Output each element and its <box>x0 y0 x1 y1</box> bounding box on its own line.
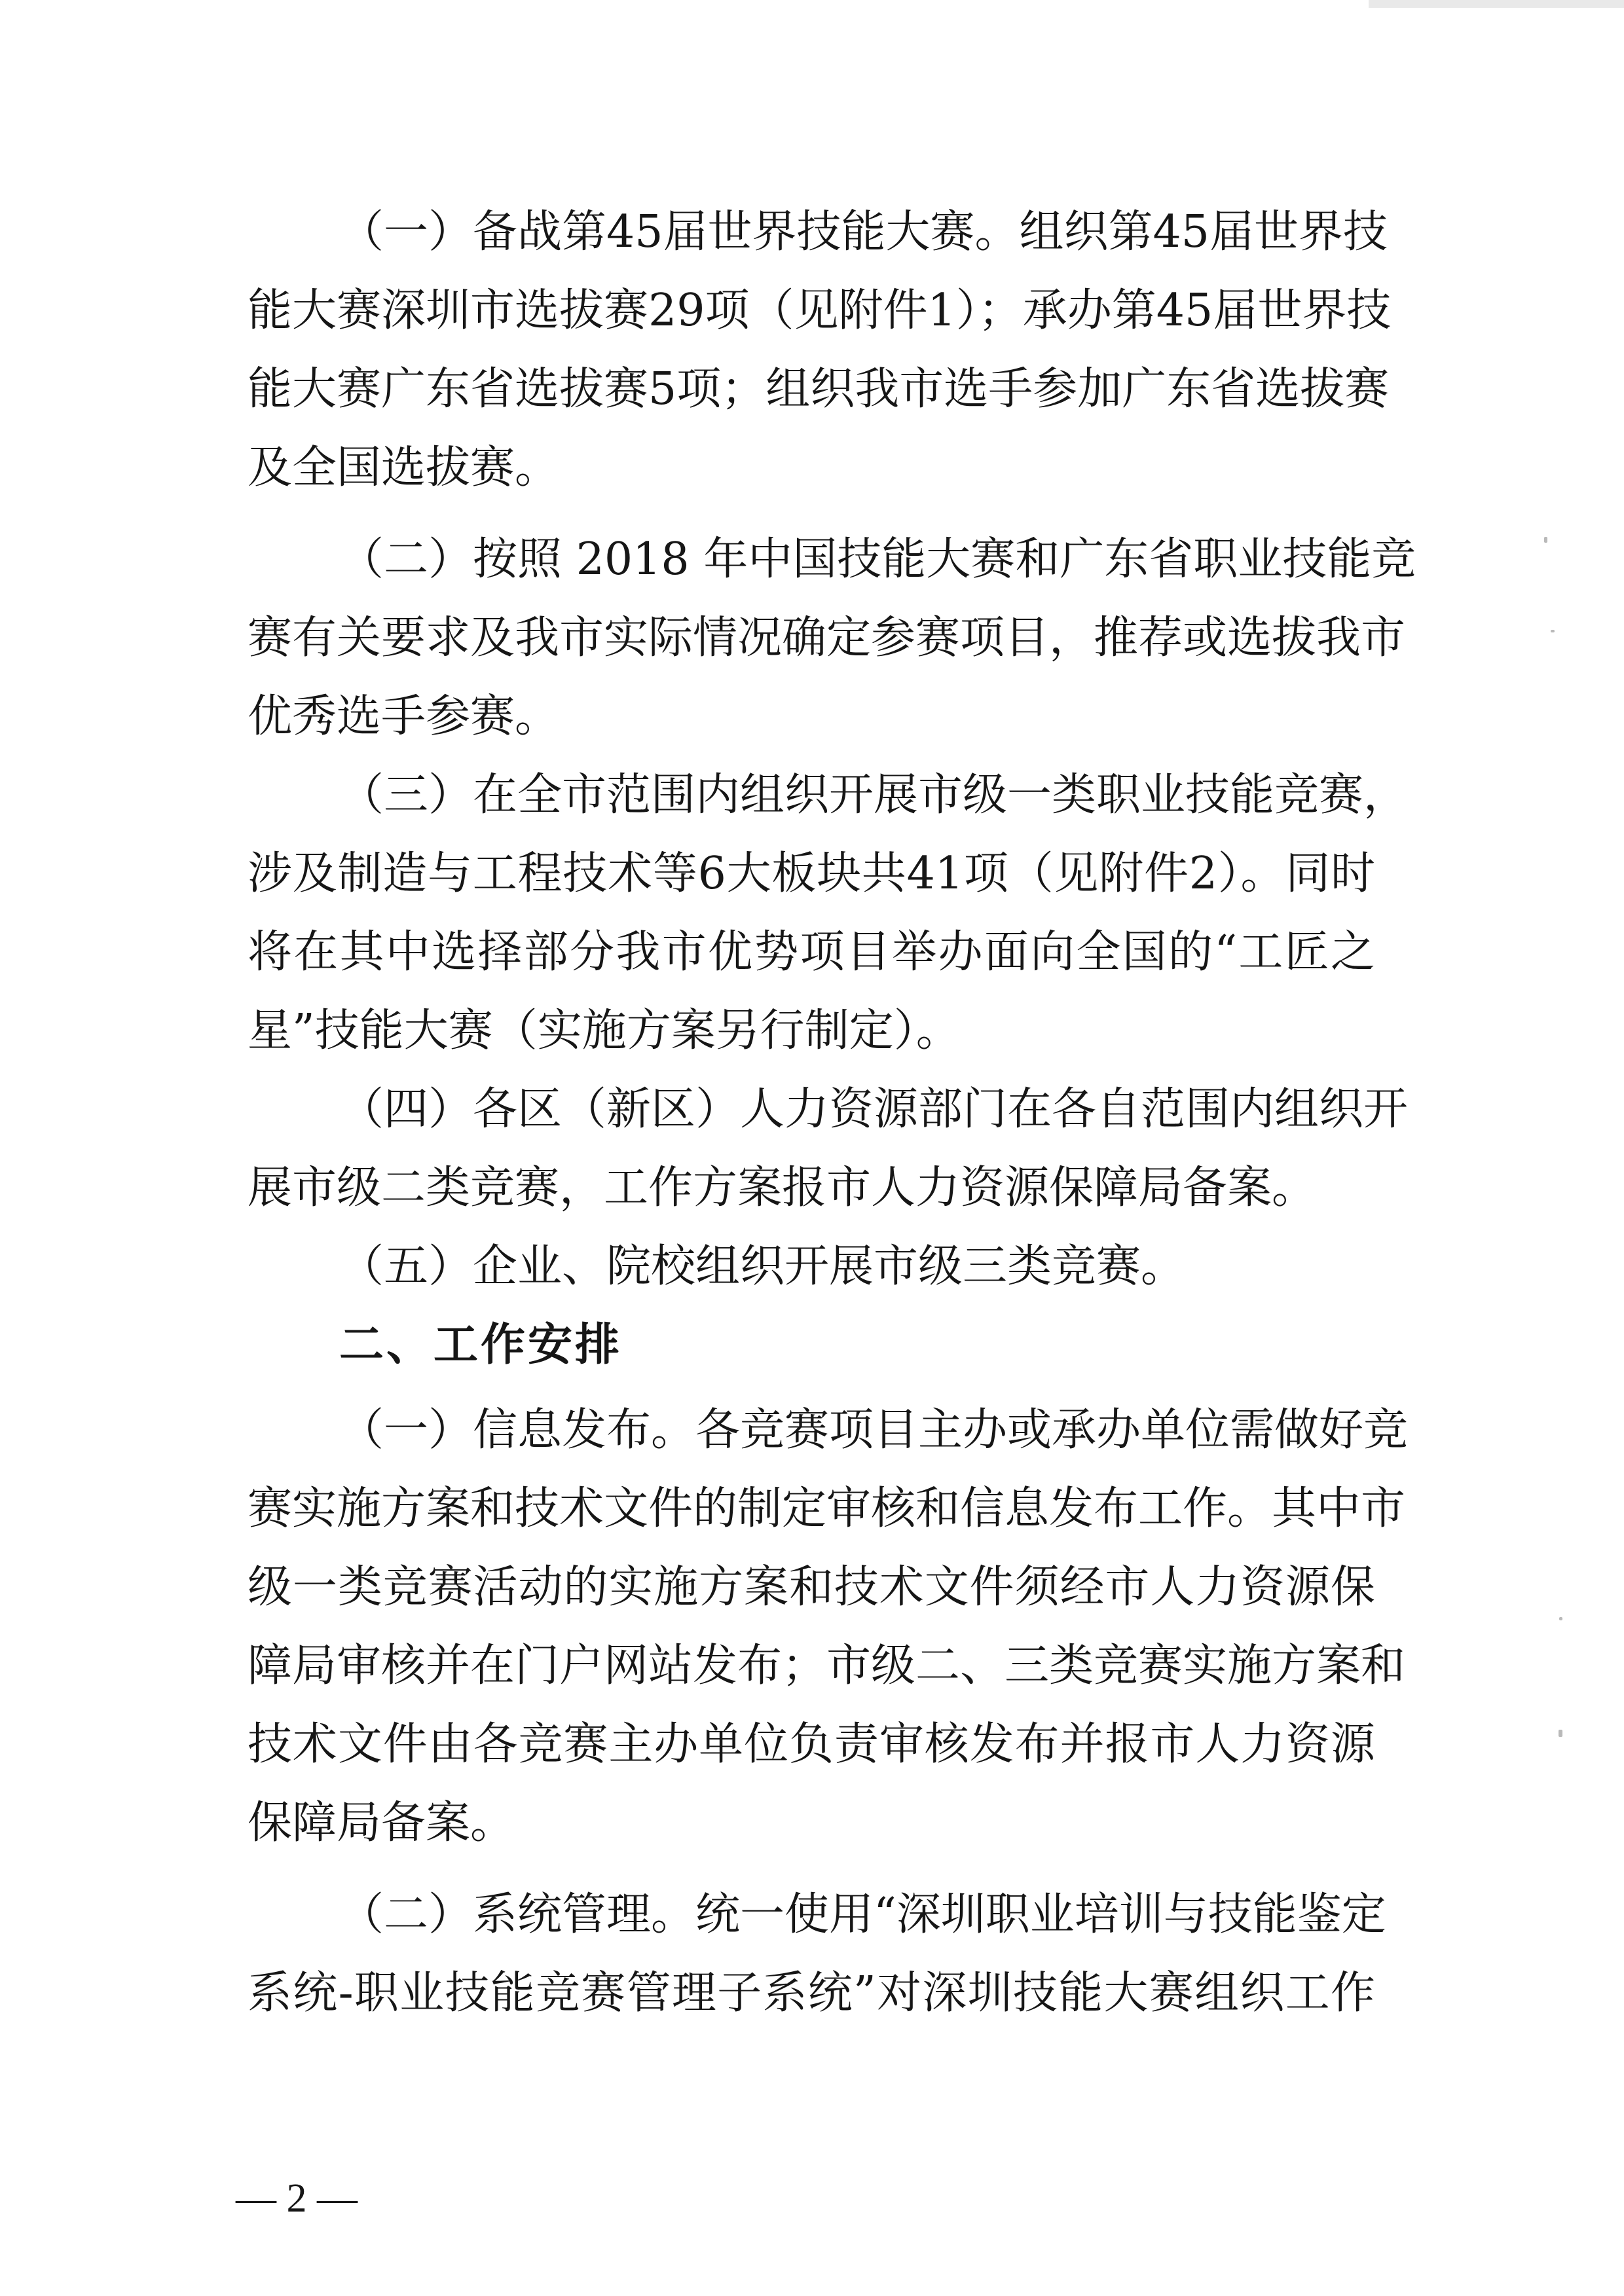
body-line: 赛有关要求及我市实际情况确定参赛项目，推荐或选拔我市 <box>248 612 1406 664</box>
body-line: 系统-职业技能竞赛管理子系统”对深圳技能大赛组织工作 <box>248 1967 1375 2019</box>
scan-speck <box>1559 1617 1562 1620</box>
body-line: 障局审核并在门户网站发布；市级二、三类竞赛实施方案和 <box>248 1640 1406 1692</box>
body-line: 技术文件由各竞赛主办单位负责审核发布并报市人力资源 <box>248 1719 1375 1770</box>
section-heading: 二、工作安排 <box>339 1319 623 1371</box>
scan-speck <box>1544 537 1547 543</box>
page-number: — 2 — <box>236 2176 358 2221</box>
scan-speck <box>1559 1730 1562 1737</box>
body-line: 能大赛深圳市选拔赛29项（见附件1）；承办第45届世界技 <box>248 285 1392 337</box>
scan-speck <box>1551 630 1555 632</box>
body-line: （四）各区（新区）人力资源部门在各自范围内组织开 <box>339 1084 1409 1135</box>
body-line: 赛实施方案和技术文件的制定审核和信息发布工作。其中市 <box>248 1483 1406 1535</box>
body-line: 将在其中选择部分我市优势项目举办面向全国的“工匠之 <box>248 926 1375 978</box>
scan-edge-mark <box>1369 0 1624 8</box>
body-line: 展市级二类竞赛，工作方案报市人力资源保障局备案。 <box>248 1162 1317 1214</box>
body-line: （二）按照 2018 年中国技能大赛和广东省职业技能竞 <box>339 534 1416 585</box>
body-line: 保障局备案。 <box>248 1797 515 1849</box>
body-line: 能大赛广东省选拔赛5项；组织我市选手参加广东省选拔赛 <box>248 363 1390 415</box>
body-line: （五）企业、院校组织开展市级三类竞赛。 <box>339 1241 1186 1292</box>
body-line: 涉及制造与工程技术等6大板块共41项（见附件2）。同时 <box>248 848 1375 900</box>
body-line: 优秀选手参赛。 <box>248 691 560 742</box>
body-line: 及全国选拔赛。 <box>248 442 560 494</box>
body-line: （三）在全市范围内组织开展市级一类职业技能竞赛， <box>339 769 1409 821</box>
body-line: 级一类竞赛活动的实施方案和技术文件须经市人力资源保 <box>248 1561 1375 1613</box>
body-line: （一）信息发布。各竞赛项目主办或承办单位需做好竞 <box>339 1404 1409 1456</box>
body-line: （二）系统管理。统一使用“深圳职业培训与技能鉴定 <box>339 1889 1386 1941</box>
body-line: （一）备战第45届世界技能大赛。组织第45届世界技 <box>339 206 1388 258</box>
body-line: 星”技能大赛（实施方案另行制定）。 <box>248 1005 961 1057</box>
